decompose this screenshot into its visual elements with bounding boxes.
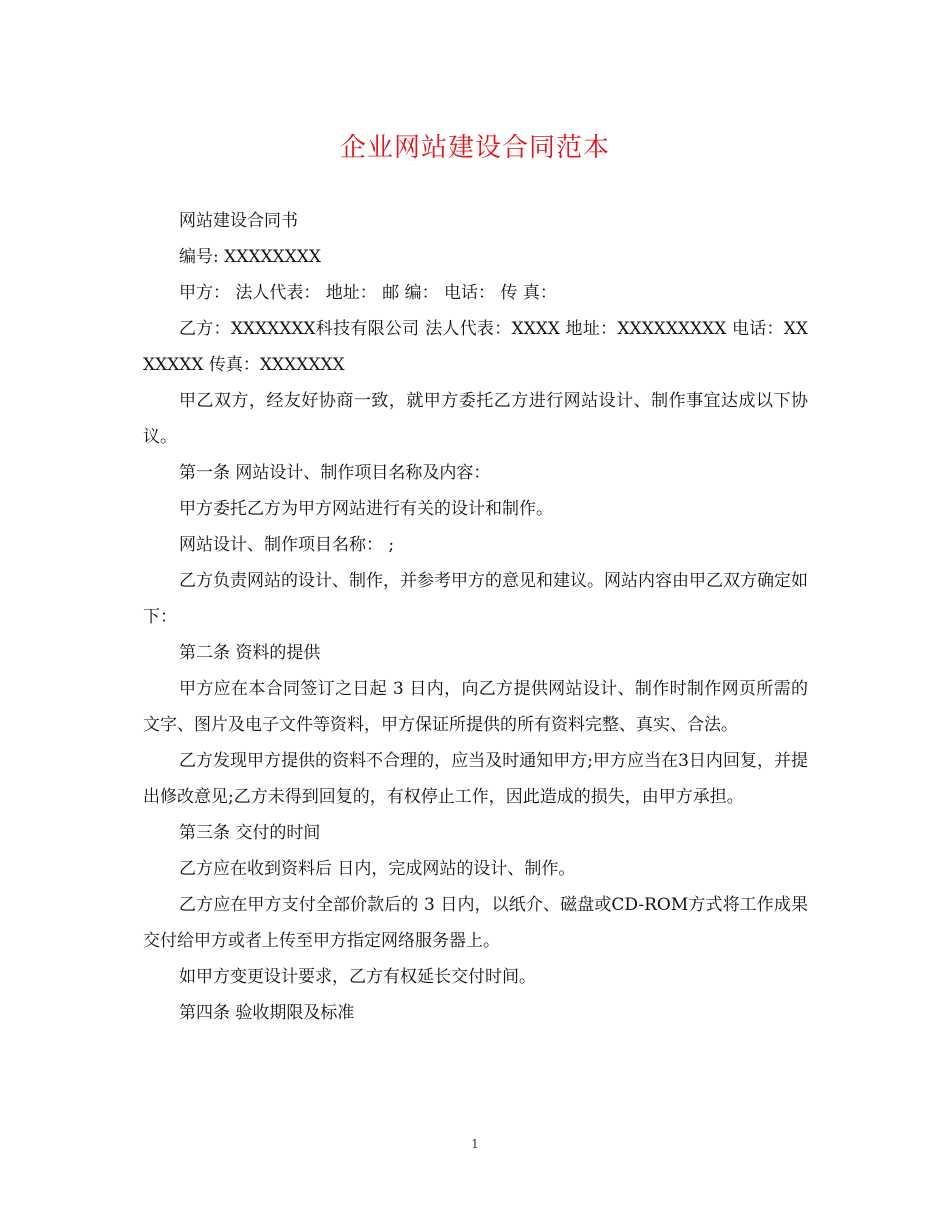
paragraph-party-b: 乙方：XXXXXXX科技有限公司 法人代表：XXXX 地址：XXXXXXXXX 电话：XXXXXXX 传真：XXXXXXX <box>143 319 808 375</box>
article-3-heading: 第三条 交付的时间 <box>179 823 321 843</box>
document-body <box>143 203 808 1031</box>
paragraph-article-2-b: 乙方发现甲方提供的资料不合理的，应当及时通知甲方;甲方应当在3日内回复，并提出修改意见;乙方未得到回复的，有权停止工作，因此造成的损失，由甲方承担。 <box>143 751 808 807</box>
paragraph-article-1-c: 乙方负责网站的设计、制作，并参考甲方的意见和建议。网站内容由甲乙双方确定如下： <box>143 571 808 627</box>
paragraph-contract-heading: 网站建设合同书 <box>179 211 298 231</box>
paragraph-party-a: 甲方： 法人代表： 地址： 邮 编： 电话： 传 真： <box>179 283 557 303</box>
paragraph-article-1-b: 网站设计、制作项目名称： ; <box>179 535 395 555</box>
page-number: 1 <box>471 1137 479 1151</box>
paragraph-article-2-a: 甲方应在本合同签订之日起 3 日内，向乙方提供网站设计、制作时制作网页所需的文字、图片及电子文件等资料，甲方保证所提供的所有资料完整、真实、合法。 <box>143 679 808 735</box>
paragraph-article-3-a: 乙方应在收到资料后 日内，完成网站的设计、制作。 <box>179 859 576 879</box>
paragraph-article-3-b: 乙方应在甲方支付全部价款后的 3 日内，以纸介、磁盘或CD-ROM方式将工作成果交付给甲方或者上传至甲方指定网络服务器上。 <box>143 895 808 951</box>
paragraph-agreement-intro: 甲乙双方，经友好协商一致，就甲方委托乙方进行网站设计、制作事宜达成以下协议。 <box>143 391 808 447</box>
article-4-heading: 第四条 验收期限及标准 <box>179 1003 355 1023</box>
article-2-heading: 第二条 资料的提供 <box>179 643 321 663</box>
paragraph-contract-number: 编号: XXXXXXXX <box>179 247 321 267</box>
paragraph-article-3-c: 如甲方变更设计要求，乙方有权延长交付时间。 <box>179 967 536 987</box>
paragraph-article-1-a: 甲方委托乙方为甲方网站进行有关的设计和制作。 <box>179 499 553 519</box>
document-title: 企业网站建设合同范本 <box>339 133 610 163</box>
article-1-heading: 第一条 网站设计、制作项目名称及内容： <box>179 463 491 483</box>
